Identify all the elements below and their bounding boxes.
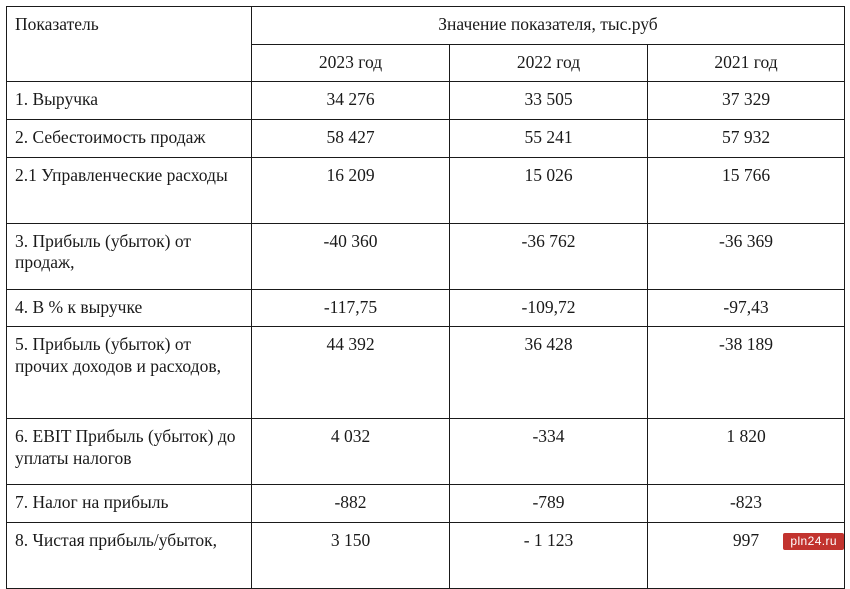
row-value-2021: 1 820	[648, 419, 845, 485]
financial-table	[6, 6, 845, 589]
header-cell-value-group: Значение показателя, тыс.руб	[252, 7, 845, 45]
row-value-2023: 44 392	[252, 327, 450, 419]
row-value-2022: 36 428	[450, 327, 648, 419]
row-value-2021: -823	[648, 485, 845, 523]
table-row	[7, 120, 845, 158]
row-label: 2.1 Управленческие расходы	[7, 157, 252, 223]
row-value-2022: -789	[450, 485, 648, 523]
row-value-2023: -40 360	[252, 223, 450, 289]
header-cell-indicator: Показатель	[7, 7, 252, 82]
row-label: 7. Налог на прибыль	[7, 485, 252, 523]
row-label: 8. Чистая прибыль/убыток,	[7, 523, 252, 589]
table-row	[7, 523, 845, 589]
table-row	[7, 327, 845, 419]
row-label: 6. EBIT Прибыль (убыток) до уплаты налогов	[7, 419, 252, 485]
watermark-logo: pln24.ru	[783, 533, 844, 550]
row-value-2021: 57 932	[648, 120, 845, 158]
row-value-2022: -109,72	[450, 289, 648, 327]
table-row	[7, 419, 845, 485]
row-value-2022: 55 241	[450, 120, 648, 158]
row-label: 4. В % к выручке	[7, 289, 252, 327]
header-cell-year-2022: 2022 год	[450, 44, 648, 82]
row-label: 3. Прибыль (убыток) от продаж,	[7, 223, 252, 289]
row-value-2021: 997	[648, 523, 845, 589]
financial-table-container	[6, 6, 844, 589]
row-value-2021: 15 766	[648, 157, 845, 223]
table-row	[7, 289, 845, 327]
row-value-2023: -882	[252, 485, 450, 523]
row-value-2021: 37 329	[648, 82, 845, 120]
row-value-2023: 16 209	[252, 157, 450, 223]
row-value-2022: 15 026	[450, 157, 648, 223]
row-value-2023: 58 427	[252, 120, 450, 158]
row-value-2023: 4 032	[252, 419, 450, 485]
row-value-2021: -38 189	[648, 327, 845, 419]
header-cell-year-2021: 2021 год	[648, 44, 845, 82]
row-value-2023: -117,75	[252, 289, 450, 327]
row-value-2021: -97,43	[648, 289, 845, 327]
row-value-2022: -334	[450, 419, 648, 485]
row-value-2022: -36 762	[450, 223, 648, 289]
table-header-row-top	[7, 7, 845, 45]
table-row	[7, 223, 845, 289]
table-row	[7, 82, 845, 120]
table-row	[7, 485, 845, 523]
row-label: 1. Выручка	[7, 82, 252, 120]
row-value-2023: 3 150	[252, 523, 450, 589]
row-value-2021: -36 369	[648, 223, 845, 289]
row-label: 2. Себестоимость продаж	[7, 120, 252, 158]
header-cell-year-2023: 2023 год	[252, 44, 450, 82]
row-value-2023: 34 276	[252, 82, 450, 120]
row-value-2022: - 1 123	[450, 523, 648, 589]
table-row	[7, 157, 845, 223]
row-value-2022: 33 505	[450, 82, 648, 120]
row-label: 5. Прибыль (убыток) от прочих доходов и расходов,	[7, 327, 252, 419]
